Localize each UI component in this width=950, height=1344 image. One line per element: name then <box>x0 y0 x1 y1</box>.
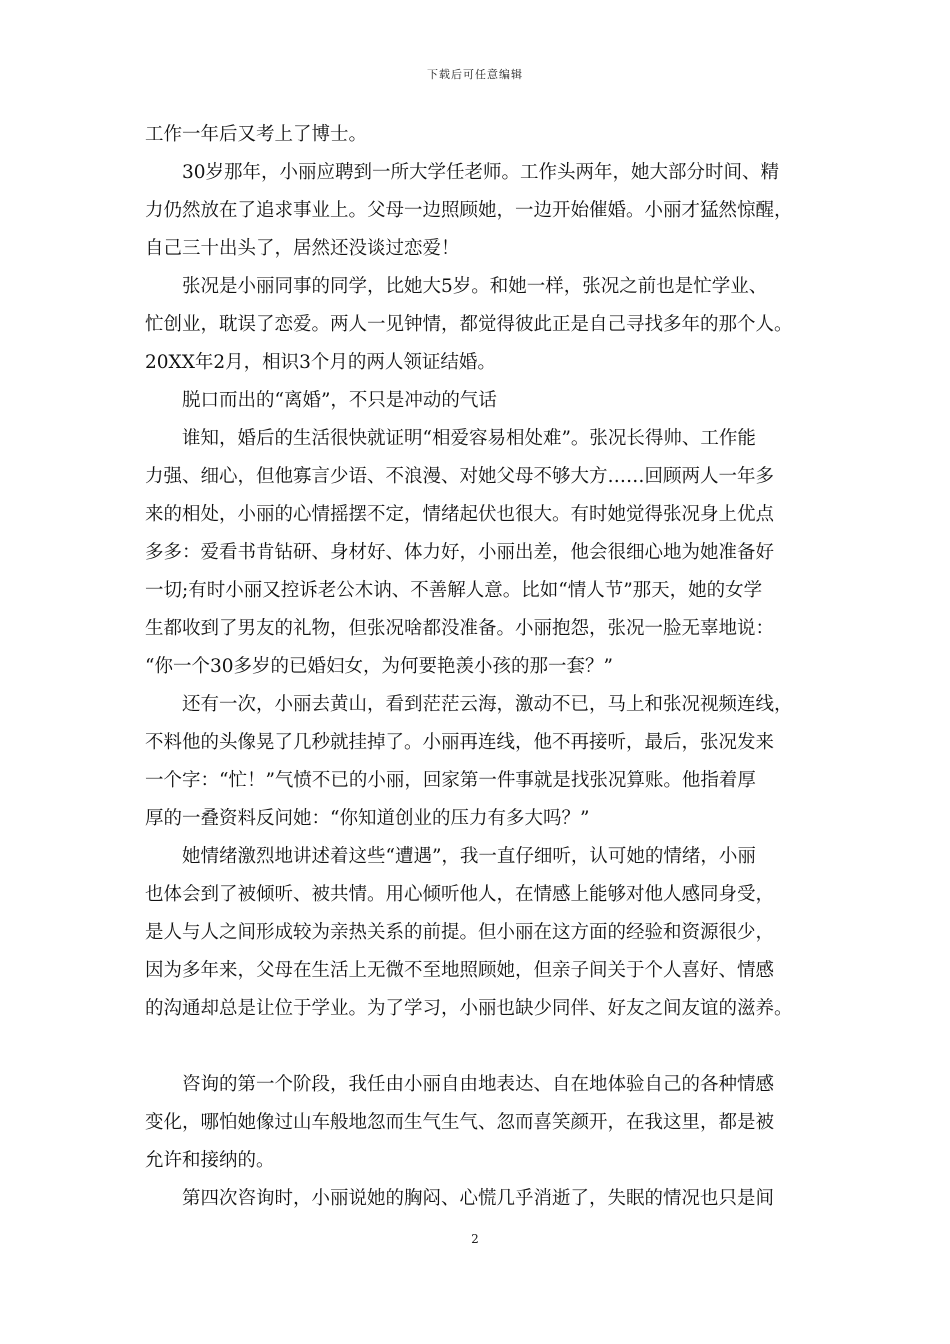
text-line: 厚的一叠资料反问她：“你知道创业的压力有多大吗？” <box>145 808 590 829</box>
text-line: 一切;有时小丽又控诉老公木讷、不善解人意。比如“情人节”那天，她的女学 <box>145 580 763 601</box>
text-line: 生都收到了男友的礼物，但张况啥都没准备。小丽抱怨，张况一脸无辜地说： <box>145 618 775 639</box>
text-line: 多多：爱看书肯钻研、身材好、体力好，小丽出差，他会很细心地为她准备好 <box>145 542 775 563</box>
text-line: 也体会到了被倾听、被共情。用心倾听他人，在情感上能够对他人感同身受， <box>145 884 775 905</box>
text-line: 不料他的头像晃了几秒就挂掉了。小丽再连线，他不再接听，最后，张况发来 <box>145 732 775 753</box>
page-header: 下载后可任意编辑 <box>427 68 523 81</box>
text-line: 工作一年后又考上了博士。 <box>145 124 368 145</box>
text-line: 的沟通却总是让位于学业。为了学习，小丽也缺少同伴、好友之间友谊的滋养。 <box>145 998 793 1019</box>
text-line: “你一个30多岁的已婚妇女，为何要艳羡小孩的那一套？” <box>145 656 613 677</box>
text-line: 30岁那年，小丽应聘到一所大学任老师。工作头两年，她大部分时间、精 <box>145 162 780 183</box>
text-line: 谁知，婚后的生活很快就证明“相爱容易相处难”。张况长得帅、工作能 <box>145 428 756 449</box>
text-line: 张况是小丽同事的同学，比她大5岁。和她一样，张况之前也是忙学业、 <box>145 276 768 297</box>
text-line: 来的相处，小丽的心情摇摆不定，情绪起伏也很大。有时她觉得张况身上优点 <box>145 504 775 525</box>
text-line: 力强、细心，但他寡言少语、不浪漫、对她父母不够大方……回顾两人一年多 <box>145 466 775 487</box>
text-line: 力仍然放在了追求事业上。父母一边照顾她，一边开始催婚。小丽才猛然惊醒， <box>145 200 793 221</box>
text-line: 是人与人之间形成较为亲热关系的前提。但小丽在这方面的经验和资源很少， <box>145 922 775 943</box>
text-line: 她情绪激烈地讲述着这些“遭遇”，我一直仔细听，认可她的情绪，小丽 <box>145 846 756 867</box>
text-line: 20XX年2月，相识3个月的两人领证结婚。 <box>145 352 496 373</box>
document-body <box>145 116 815 1218</box>
section-heading: 脱口而出的“离婚”，不只是冲动的气话 <box>145 390 497 411</box>
text-line: 忙创业，耽误了恋爱。两人一见钟情，都觉得彼此正是自己寻找多年的那个人。 <box>145 314 793 335</box>
paragraph-gap <box>145 1028 815 1066</box>
text-line: 自己三十出头了，居然还没谈过恋爱！ <box>145 238 460 259</box>
text-line: 第四次咨询时，小丽说她的胸闷、心慌几乎消逝了，失眠的情况也只是间 <box>145 1188 775 1209</box>
text-line: 咨询的第一个阶段，我任由小丽自由地表达、自在地体验自己的各种情感 <box>145 1074 775 1095</box>
text-line: 允许和接纳的。 <box>145 1150 275 1171</box>
page-number: 2 <box>471 1232 479 1246</box>
text-line: 因为多年来，父母在生活上无微不至地照顾她，但亲子间关于个人喜好、情感 <box>145 960 775 981</box>
text-line: 还有一次，小丽去黄山，看到茫茫云海，激动不已，马上和张况视频连线， <box>145 694 793 715</box>
text-line: 变化，哪怕她像过山车般地忽而生气生气、忽而喜笑颜开，在我这里，都是被 <box>145 1112 775 1133</box>
text-line: 一个字：“忙！”气愤不已的小丽，回家第一件事就是找张况算账。他指着厚 <box>145 770 756 791</box>
